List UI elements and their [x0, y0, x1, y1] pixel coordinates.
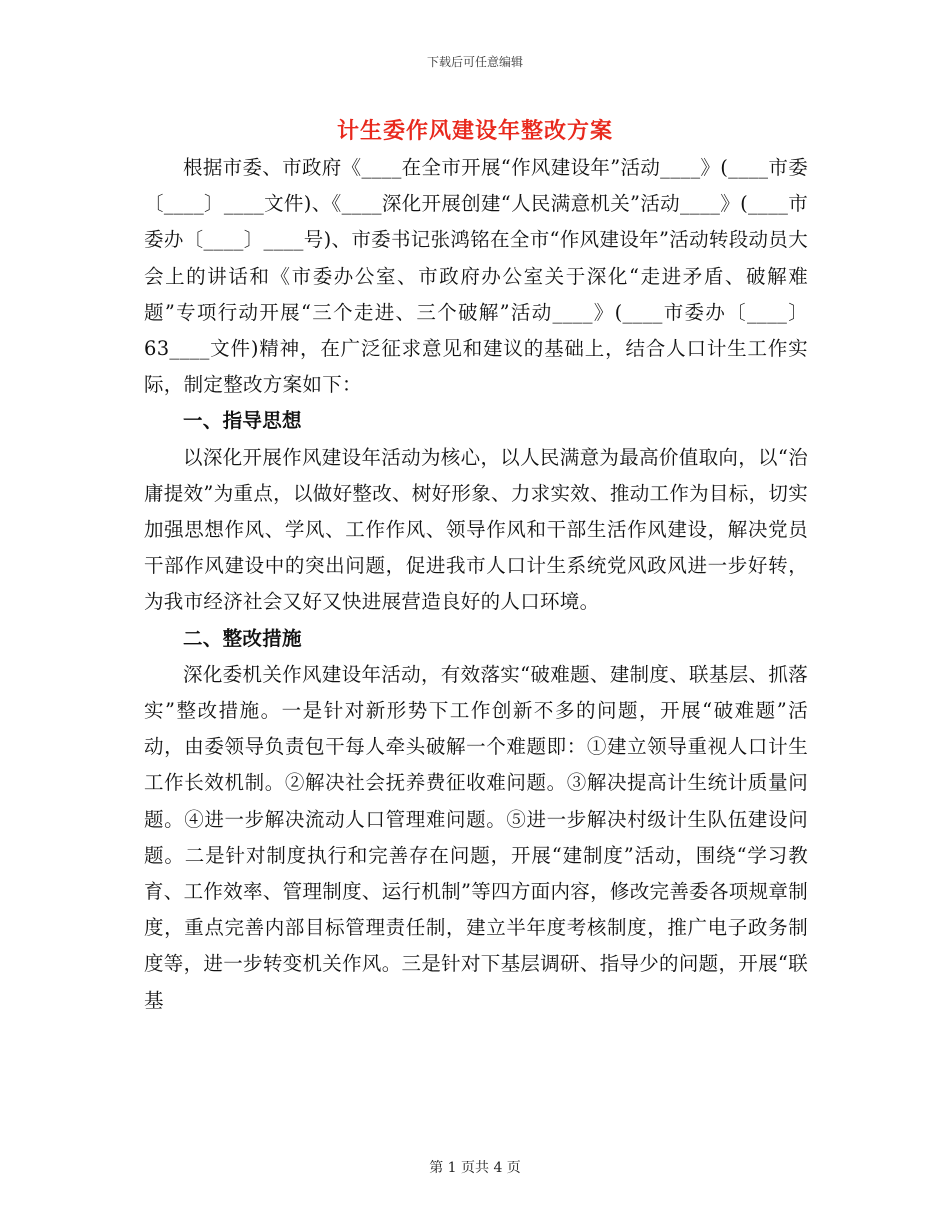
section-body-guiding-thought: 以深化开展作风建设年活动为核心，以人民满意为最高价值取向，以“治庸提效”为重点，以做好整改、树好形象、力求实效、推动工作为目标，切实加强思想作风、学风、工作作风、领导作风和干部生活作风建设，解决党员干部作风建设中的突出问题，促进我市人口计生系统党风政风进一步好转，为我市经济社会又好又快进展营造良好的人口环境。 — [144, 445, 808, 614]
document-title: 计生委作风建设年整改方案 — [336, 118, 613, 144]
page-number-footer: 第 1 页共 4 页 — [429, 1160, 521, 1176]
section-heading-guiding-thought: 一、指导思想 — [183, 409, 302, 433]
section-heading-rectification-measures: 二、整改措施 — [183, 626, 302, 650]
header-note: 下载后可任意编辑 — [426, 55, 523, 69]
section-body-rectification-measures: 深化委机关作风建设年活动，有效落实“破难题、建制度、联基层、抓落实”整改措施。一是针对新形势下工作创新不多的问题，开展“破难题”活动，由委领导负责包干每人牵头破解一个难题即：①建立领导重视人口计生工作长效机制。②解决社会抚养费征收难问题。③解决提高计生统计质量问题。④进一步解决流动人口管理难问题。⑤进一步解决村级计生队伍建设问题。二是针对制度执行和完善存在问题，开展“建制度”活动，围绕“学习教育、工作效率、管理制度、运行机制”等四方面内容，修改完善委各项规章制度，重点完善内部目标管理责任制，建立半年度考核制度，推广电子政务制度等，进一步转变机关作风。三是针对下基层调研、指导少的问题，开展“联基 — [144, 662, 808, 1012]
document-body — [144, 150, 808, 1019]
intro-paragraph: 根据市委、市政府《____在全市开展“作风建设年”活动____》(____市委〔____〕____文件)、《____深化开展创建“人民满意机关”活动____》(____市委办〔____〕____号)、市委书记张鸿铭在全市“作风建设年”活动转段动员大会上的讲话和《市委办公室、市政府办公室关于深化“走进矛盾、破解难题”专项行动开展“三个走进、三个破解”活动____》(____市委办〔____〕63____文件)精神，在广泛征求意见和建议的基础上，结合人口计生工作实际，制定整改方案如下： — [144, 156, 808, 397]
